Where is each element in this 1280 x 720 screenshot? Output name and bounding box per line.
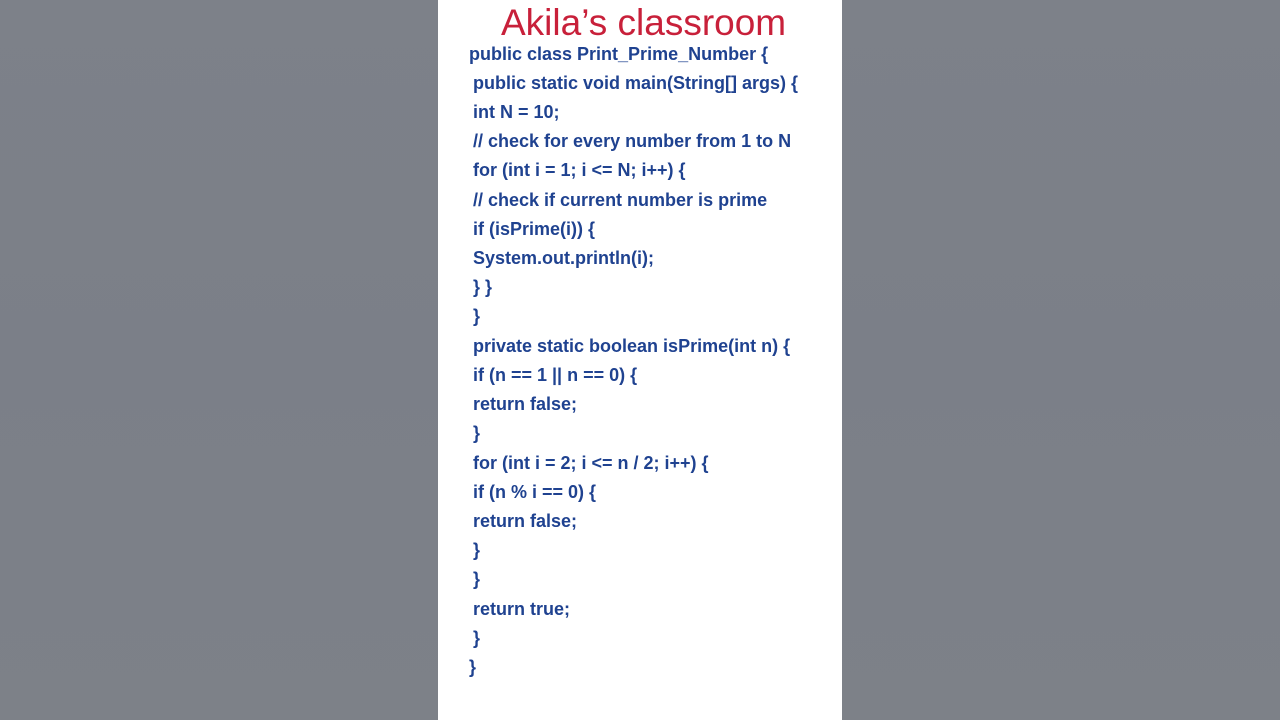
code-line: private static boolean isPrime(int n) {: [473, 336, 791, 356]
code-line: }: [473, 569, 481, 589]
code-line: if (isPrime(i)) {: [473, 219, 596, 239]
blurred-background-left: [0, 0, 438, 720]
code-line: int N = 10;: [473, 102, 560, 122]
code-line: return true;: [473, 599, 571, 619]
code-line: }: [469, 657, 477, 677]
code-line: }: [473, 628, 481, 648]
code-line: if (n == 1 || n == 0) {: [473, 365, 638, 385]
code-line: }: [473, 306, 481, 326]
code-line: } }: [473, 277, 493, 297]
code-line: }: [473, 423, 481, 443]
code-line: if (n % i == 0) {: [473, 482, 597, 502]
channel-title: Akila’s classroom: [501, 2, 787, 43]
code-line: // check if current number is prime: [473, 190, 768, 210]
blurred-background-right: [842, 0, 1280, 720]
code-line: // check for every number from 1 to N: [473, 131, 792, 151]
video-frame: [438, 0, 842, 720]
code-line: for (int i = 2; i <= n / 2; i++) {: [473, 453, 709, 473]
code-line: public class Print_Prime_Number {: [469, 44, 769, 64]
code-line: }: [473, 540, 481, 560]
code-line: return false;: [473, 394, 578, 414]
code-line: System.out.println(i);: [473, 248, 654, 268]
code-line: public static void main(String[] args) {: [473, 73, 799, 93]
code-line: for (int i = 1; i <= N; i++) {: [473, 160, 686, 180]
code-line: return false;: [473, 511, 578, 531]
